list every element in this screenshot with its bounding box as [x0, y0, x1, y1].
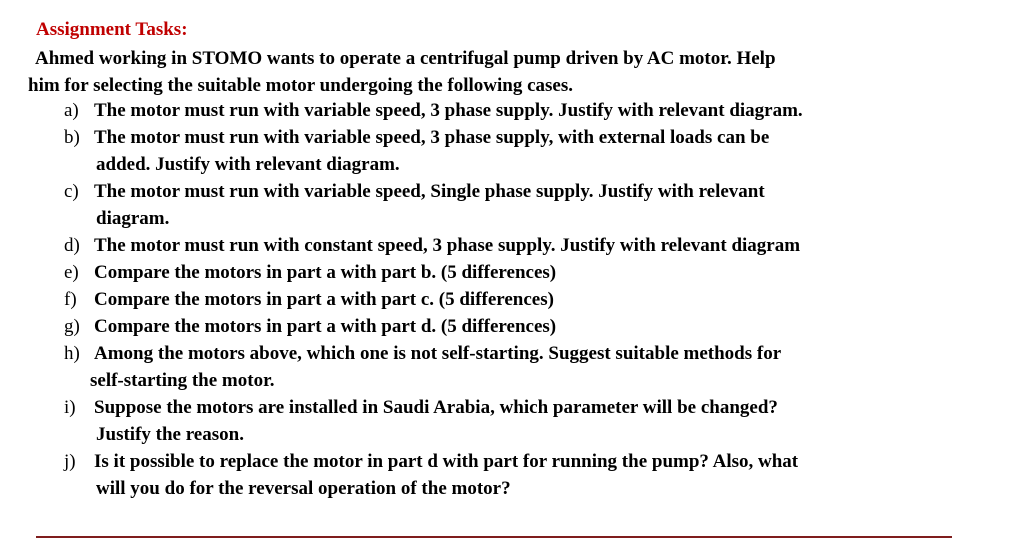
intro-line: him for selecting the suitable motor undergoing the following cases.: [28, 75, 573, 96]
task-item-b: [0, 124, 1031, 178]
task-list: [0, 97, 1031, 502]
task-line: will you do for the reversal operation of the motor?: [96, 478, 511, 499]
intro-line: Ahmed working in STOMO wants to operate a centrifugal pump driven by AC motor. Help: [35, 48, 776, 69]
task-line: The motor must run with constant speed, 3 phase supply. Justify with relevant diagram: [94, 235, 801, 256]
task-text: [94, 97, 924, 124]
task-text: [94, 448, 924, 502]
task-marker: f): [64, 289, 77, 310]
task-text: [90, 340, 924, 394]
task-line: Suppose the motors are installed in Saudi Arabia, which parameter will be changed?: [94, 397, 778, 418]
task-text: [94, 232, 924, 259]
section-heading: Assignment Tasks:: [36, 19, 188, 40]
task-line: diagram.: [96, 208, 170, 229]
task-line: The motor must run with variable speed, 3 phase supply. Justify with relevant diagram.: [94, 100, 803, 121]
task-line: The motor must run with variable speed, 3 phase supply, with external loads can be: [94, 127, 770, 148]
task-item-f: [0, 286, 1031, 313]
task-item-i: [0, 394, 1031, 448]
task-text: [94, 124, 924, 178]
task-line: Justify the reason.: [96, 424, 244, 445]
task-line: self-starting the motor.: [90, 370, 275, 391]
task-item-c: [0, 178, 1031, 232]
task-item-e: [0, 259, 1031, 286]
task-text: [94, 394, 924, 448]
task-item-h: [0, 340, 1031, 394]
bottom-divider: [36, 536, 952, 538]
task-line: Compare the motors in part a with part d. (5 differences): [94, 316, 557, 337]
task-line: Compare the motors in part a with part b. (5 differences): [94, 262, 557, 283]
task-marker: c): [64, 181, 79, 202]
task-text: [94, 313, 924, 340]
task-line: added. Justify with relevant diagram.: [96, 154, 400, 175]
task-line: Compare the motors in part a with part c. (5 differences): [94, 289, 554, 310]
task-item-g: [0, 313, 1031, 340]
task-marker: a): [64, 100, 79, 121]
task-marker: b): [64, 127, 80, 148]
task-item-d: [0, 232, 1031, 259]
task-item-a: [0, 97, 1031, 124]
task-line: Is it possible to replace the motor in part d with part for running the pump? Also, what: [94, 451, 799, 472]
task-marker: j): [64, 451, 76, 472]
task-text: [94, 259, 924, 286]
task-marker: e): [64, 262, 79, 283]
task-line: Among the motors above, which one is not self-starting. Suggest suitable methods for: [94, 343, 782, 364]
task-marker: h): [64, 343, 80, 364]
task-marker: i): [64, 397, 76, 418]
intro-paragraph: [28, 45, 908, 99]
task-marker: d): [64, 235, 80, 256]
task-line: The motor must run with variable speed, Single phase supply. Justify with relevant: [94, 181, 765, 202]
task-marker: g): [64, 316, 80, 337]
task-text: [94, 178, 924, 232]
task-text: [94, 286, 924, 313]
task-item-j: [0, 448, 1031, 502]
